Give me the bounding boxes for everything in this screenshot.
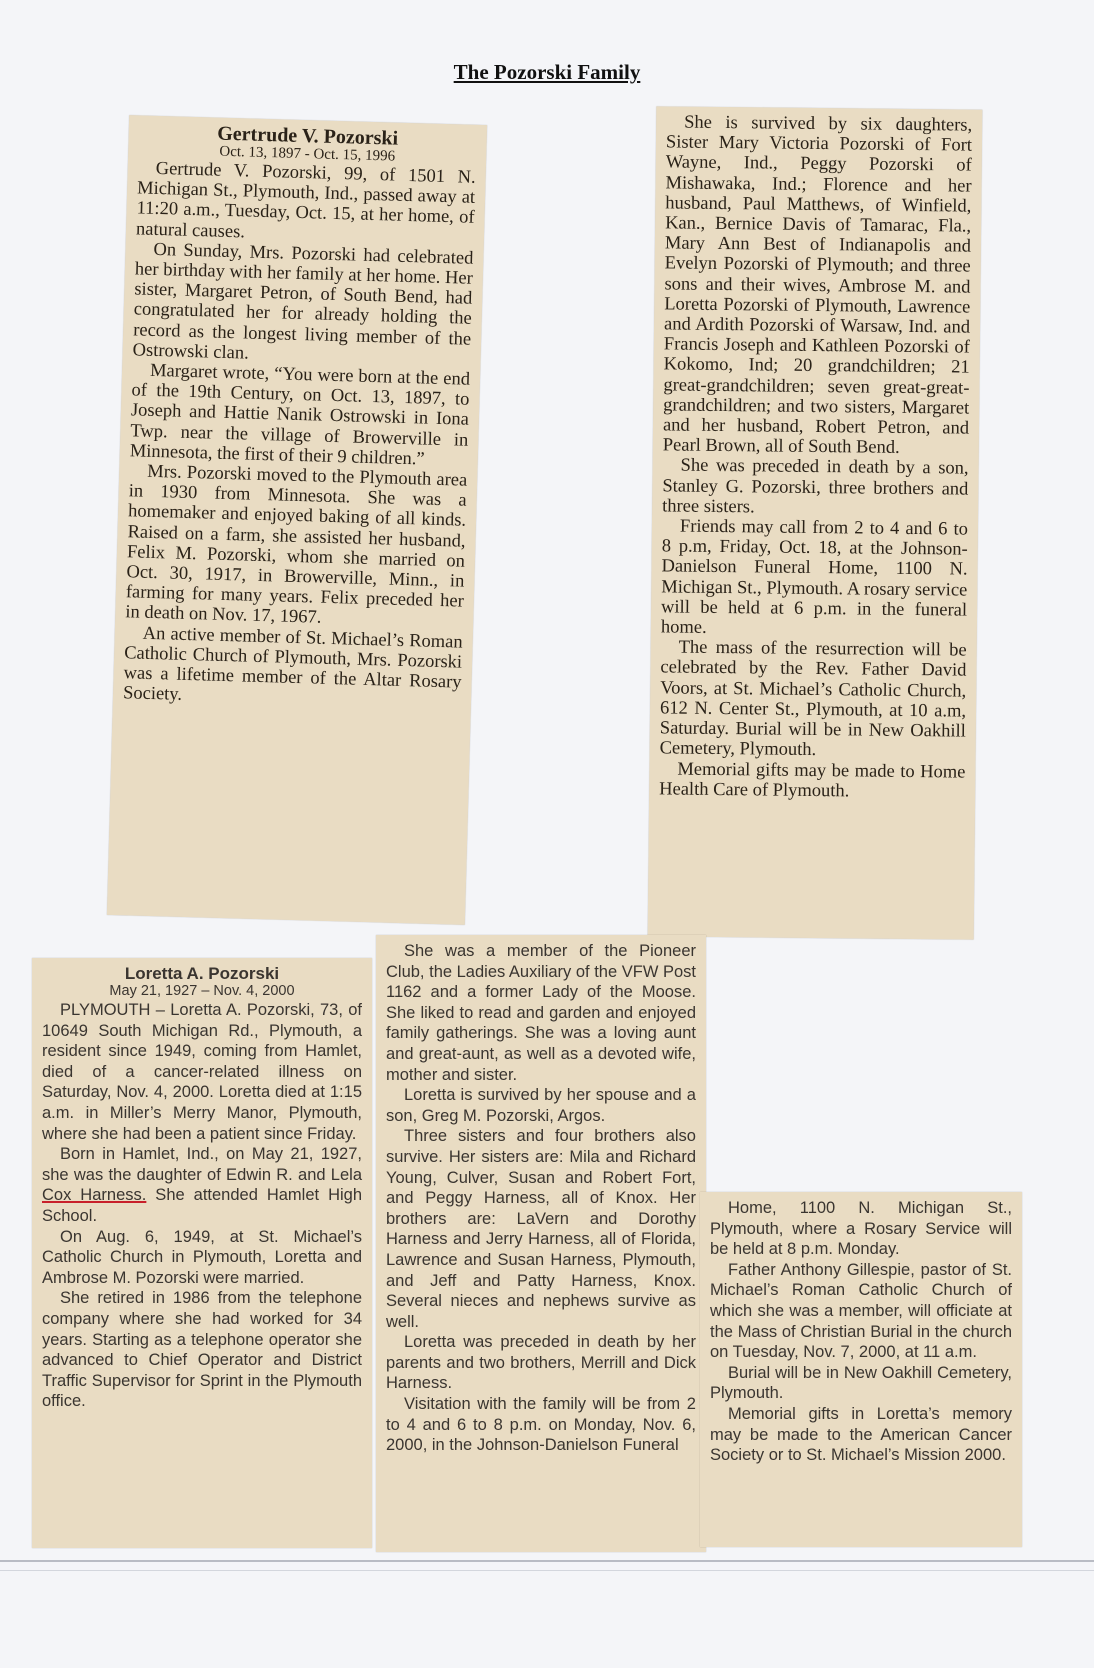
obituary-dates: May 21, 1927 – Nov. 4, 2000	[109, 983, 295, 999]
loretta-obituary-clipping-part3	[700, 1192, 1022, 1547]
obituary-paragraph: On Sunday, Mrs. Pozorski had celebrated her birthday with her family at her home. Her sister, Margaret Petron, of South Bend, had congratulated her for already holding the record as the longest living member of the Ostrowski clan.	[132, 239, 474, 364]
loretta-obituary-clipping-part2	[376, 935, 706, 1552]
obituary-paragraph: Loretta is survived by her spouse and a son, Greg M. Pozorski, Argos.	[386, 1086, 696, 1125]
obituary-paragraph: Memorial gifts in Loretta’s memory may be made to the American Cancer Society or to St. Michael’s Mission 2000.	[710, 1404, 1012, 1465]
obituary-paragraph: Visitation with the family will be from 2 to 4 and 6 to 8 p.m. on Monday, Nov. 6, 2000, in the Johnson-Danielson Funeral	[386, 1395, 696, 1455]
obituary-paragraph: She retired in 1986 from the telephone company where she had worked for 34 years. Starting as a telephone operator she advanced to Chief Operator and District Traffic Supervisor for Sprint in the Plymouth office.	[42, 1289, 362, 1411]
obituary-paragraph: An active member of St. Michael’s Roman Catholic Church of Plymouth, Mrs. Pozorski was a lifetime member of the Altar Rosary Society.	[122, 623, 463, 706]
obituary-paragraph-born	[42, 1144, 362, 1226]
obituary-paragraph: PLYMOUTH – Loretta A. Pozorski, 73, of 10649 South Michigan Rd., Plymouth, a resident since 1949, coming from Hamlet, died of a cancer-related illness on Saturday, Nov. 4, 2000. Loretta died at 1:15 a.m. in Miller’s Merry Manor, Plymouth, where she had been a patient since Friday.	[42, 1001, 362, 1143]
obituary-paragraph: On Aug. 6, 1949, at St. Michael’s Catholic Church in Plymouth, Loretta and Ambrose M. Pozorski were married.	[42, 1227, 362, 1287]
obituary-paragraph: Burial will be in New Oakhill Cemetery, Plymouth.	[710, 1363, 1012, 1403]
obituary-paragraph: Memorial gifts may be made to Home Health Care of Plymouth.	[659, 759, 966, 802]
gertrude-obituary-clipping-part1	[107, 115, 487, 925]
page-edge-line	[0, 1570, 1094, 1571]
obituary-paragraph: She is survived by six daughters, Sister Mary Victoria Pozorski of Fort Wayne, Ind., Peggy Pozorski of Mishawaka, Ind.; Florence and her husband, Paul Matthews, of Winfield, Kan., Bernice Davis of Tamarac, Fla., Mary Ann Best of Indianapolis and Evelyn Pozorski of Plymouth; and three sons and their wives, Ambrose M. and Loretta Pozorski of Plymouth, Lawrence and Ardith Pozorski of Warsaw, Ind. and Francis Joseph and Kathleen Pozorski of Kokomo, Ind; 20 grandchildren; 21 great-grandchildren; seven great-great-grandchildren; and two sisters, Margaret and her husband, Robert Petron, and Pearl Brown, all of South Bend.	[662, 112, 973, 459]
born-text-end: She attended Hamlet High School.	[42, 1186, 363, 1225]
obituary-paragraph: Loretta was preceded in death by her parents and two brothers, Merrill and Dick Harness.	[386, 1333, 696, 1393]
obituary-paragraph: Home, 1100 N. Michigan St., Plymouth, where a Rosary Service will be held at 8 p.m. Monday.	[710, 1199, 1012, 1259]
obituary-paragraph: Gertrude V. Pozorski, 99, of 1501 N. Michigan St., Plymouth, Ind., passed away at 11:20 a.m., Tuesday, Oct. 15, at her home, of natural causes.	[135, 158, 476, 243]
obituary-paragraph: The mass of the resurrection will be celebrated by the Rev. Father David Voors, at St. Michael’s Catholic Church, 612 N. Center St., Plymouth, at 10 a.m, Saturday. Burial will be in New Oakhill Cemetery, Plymouth.	[659, 637, 967, 761]
obituary-dates: Oct. 13, 1897 - Oct. 15, 1996	[219, 143, 396, 165]
underlined-name: Cox Harness.	[42, 1186, 147, 1205]
obituary-paragraph: She was a member of the Pioneer Club, the Ladies Auxiliary of the VFW Post 1162 and a former Lady of the Moose. She liked to read and garden and enjoyed family gatherings. She was a loving aunt and great-aunt, as well as a devoted wife, mother and sister.	[386, 942, 696, 1084]
obituary-paragraph: Three sisters and four brothers also survive. Her sisters are: Mila and Richard Young, Culver, Susan and Robert Fort, and Peggy Harness, all of Knox. Her brothers are: LaVern and Dorothy Harness and Jerry Harness, all of Florida, Lawrence and Susan Harness, Plymouth, and Jeff and Patty Harness, Knox. Several nieces and nephews survive as well.	[386, 1127, 696, 1331]
obituary-name: Loretta A. Pozorski	[124, 964, 280, 983]
loretta-obituary-clipping-part1	[32, 958, 372, 1548]
obituary-paragraph: Margaret wrote, “You were born at the end of the 19th Century, on Oct. 13, 1897, to Joseph and Hattie Nanik Ostrowski in Iona Twp. near the village of Browerville in Minnesota, the first of their 9 children.”	[129, 360, 471, 470]
born-text: Born in Hamlet, Ind., on May 21, 1927, she was the daughter of Edwin R. and Lela	[42, 1145, 362, 1184]
obituary-paragraph: She was preceded in death by a son, Stanley G. Pozorski, three brothers and three sisters.	[662, 456, 969, 518]
obituary-name: Gertrude V. Pozorski	[216, 122, 399, 150]
page-title: The Pozorski Family	[453, 60, 641, 84]
gertrude-obituary-clipping-part2	[648, 106, 983, 939]
obituary-paragraph: Mrs. Pozorski moved to the Plymouth area in 1930 from Minnesota. She was a homemaker and enjoyed baking of all kinds. Raised on a farm, she assisted her husband, Felix M. Pozorski, whom she married on Oct. 30, 1917, in Browerville, Minn., in farming for many years. Felix preceded her in death on Nov. 17, 1967.	[125, 461, 468, 629]
obituary-paragraph: Friends may call from 2 to 4 and 6 to 8 p.m, Friday, Oct. 18, at the Johnson-Danielson Funeral Home, 1100 N. Michigan St., Plymouth. A rosary service will be held at 6 p.m. in the funeral home.	[660, 516, 969, 638]
obituary-paragraph: Father Anthony Gillespie, pastor of St. Michael’s Roman Catholic Church of which she was a member, will officiate at the Mass of Christian Burial in the church on Tuesday, Nov. 7, 2000, at 11 a.m.	[710, 1260, 1012, 1362]
page-edge-line	[0, 1560, 1094, 1562]
